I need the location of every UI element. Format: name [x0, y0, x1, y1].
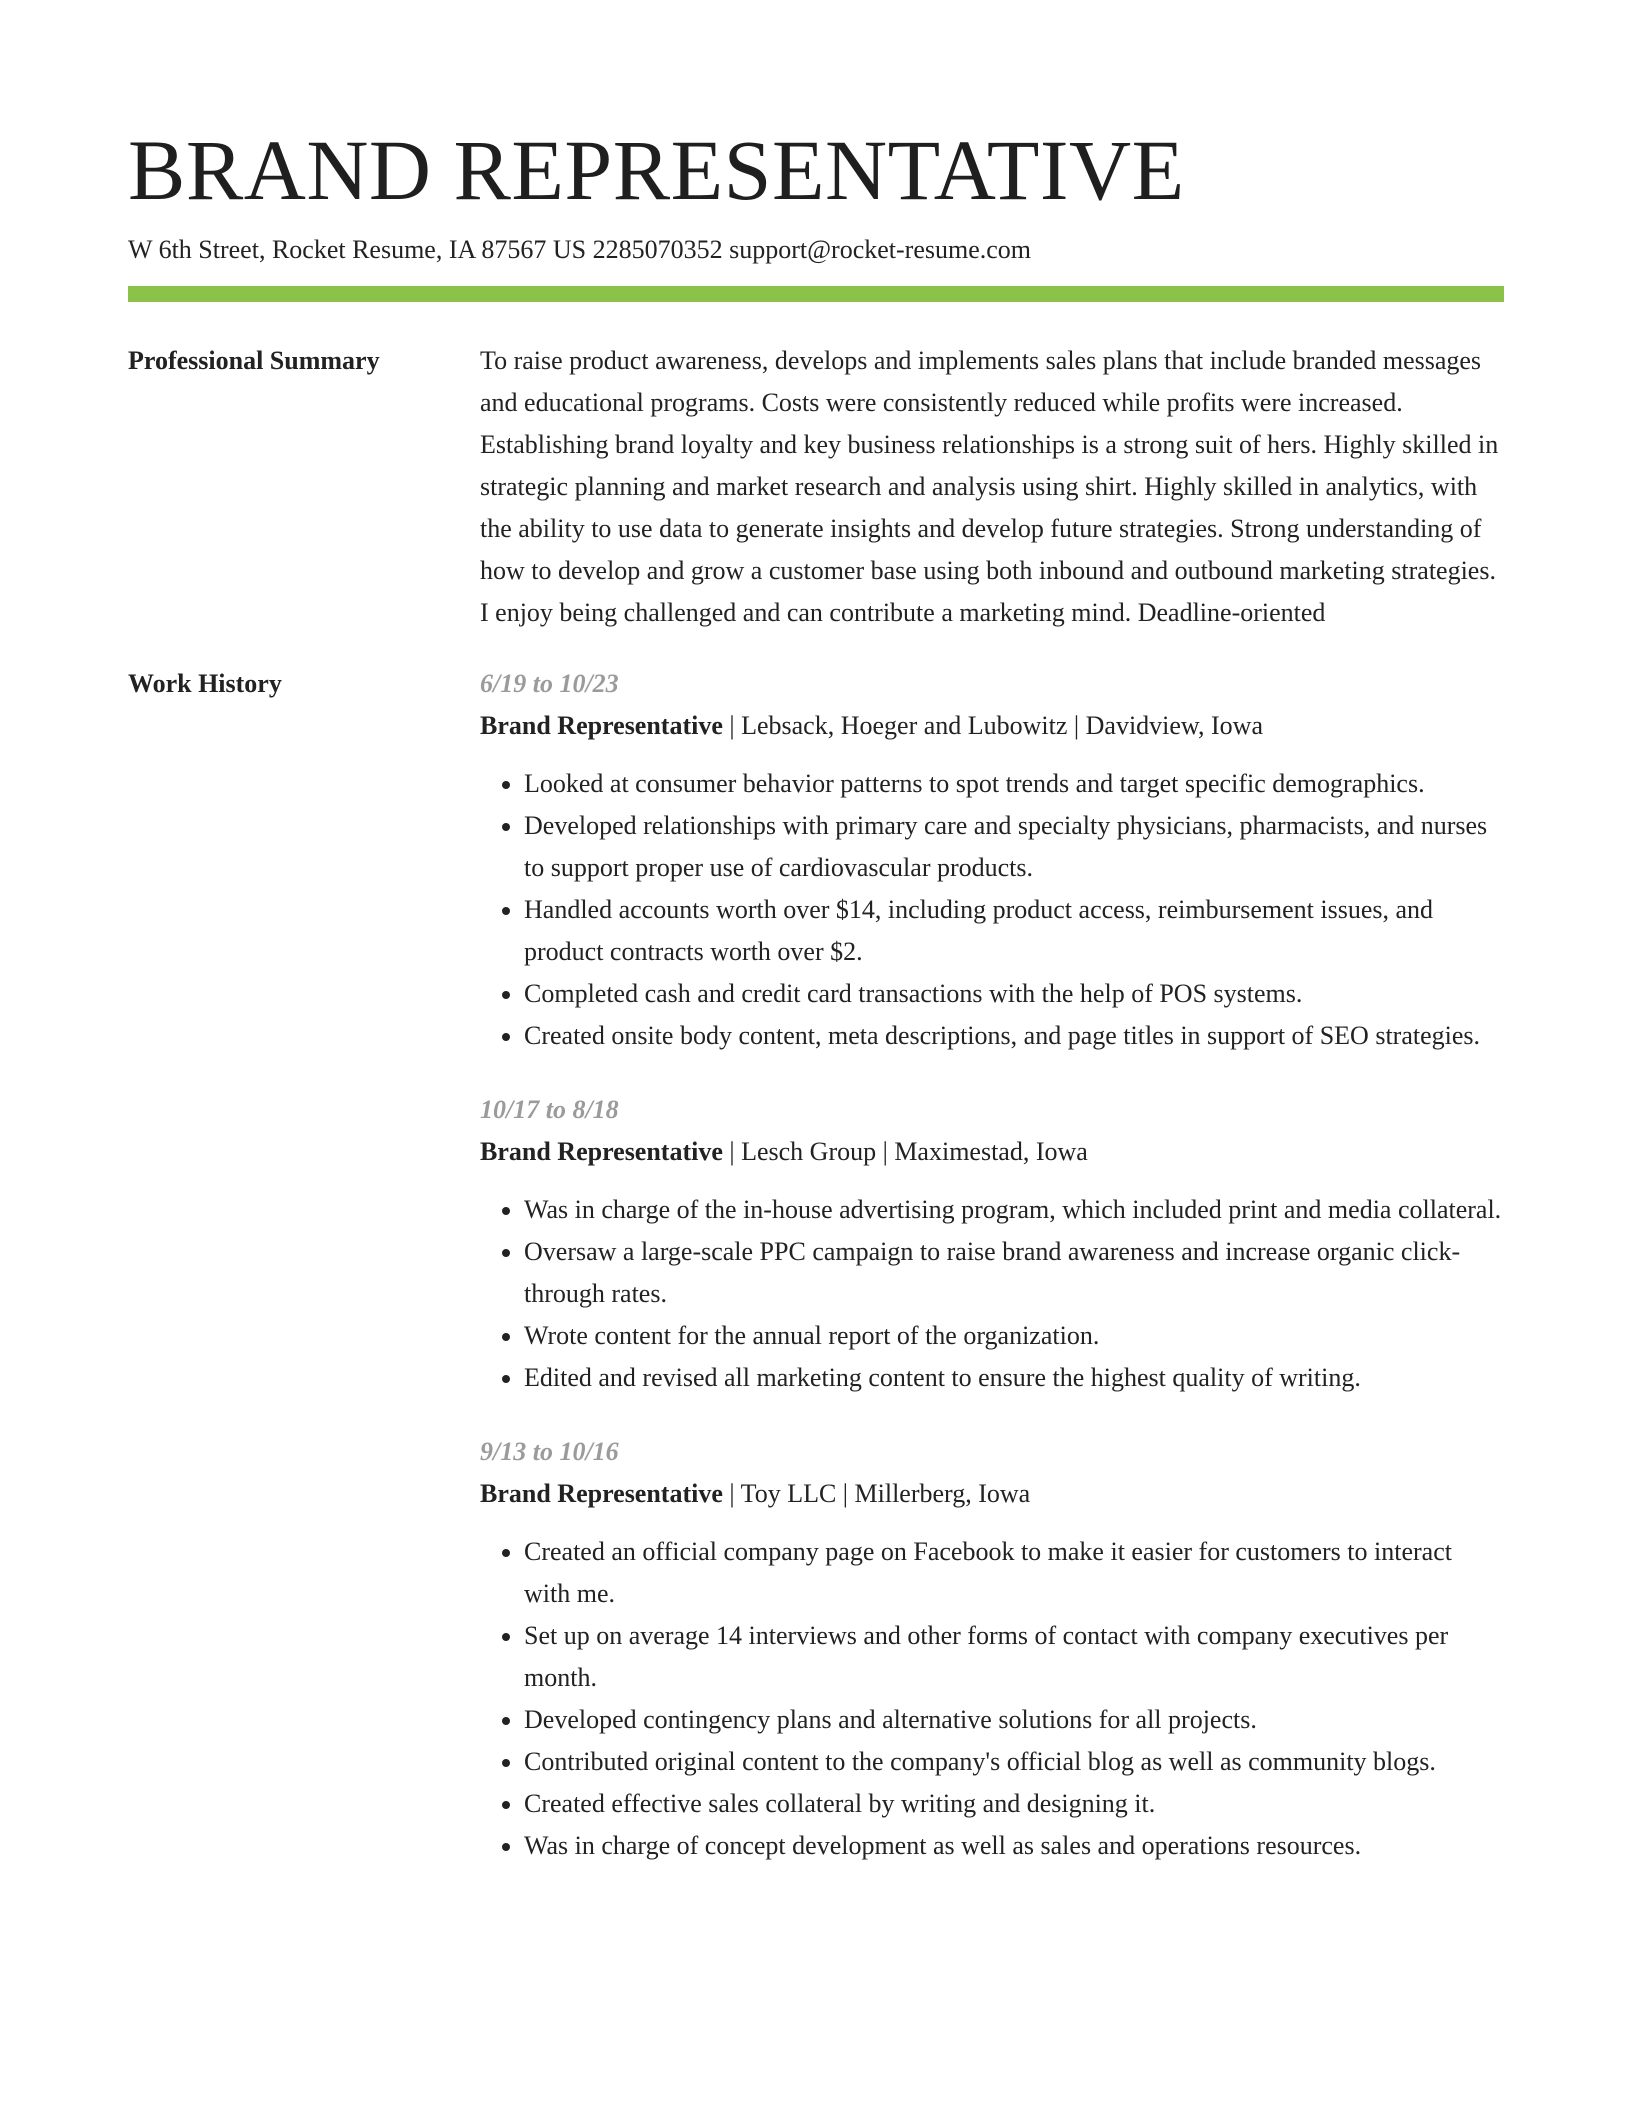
professional-summary-section: [128, 340, 1504, 634]
job-title: Brand Representative: [480, 711, 723, 740]
job-details: | Lesch Group | Maximestad, Iowa: [722, 1137, 1088, 1166]
job-entry: [480, 1089, 1504, 1399]
job-bullet: • Looked at consumer behavior patterns to spot trends and target specific demographics.: [524, 763, 1504, 805]
section-label-work-history: Work History: [128, 669, 282, 698]
work-history-body: [480, 663, 1504, 1867]
job-bullet-list: [480, 1531, 1504, 1867]
job-dates: 9/13 to 10/16: [480, 1437, 619, 1466]
job-bullet: • Edited and revised all marketing content to ensure the highest quality of writing.: [524, 1357, 1504, 1399]
contact-email: support@rocket-resume.com: [729, 235, 1032, 264]
contact-line: [128, 234, 1504, 266]
work-history-section: [128, 663, 1504, 1867]
contact-address: W 6th Street, Rocket Resume, IA 87567 US: [128, 235, 587, 264]
accent-divider: [128, 286, 1504, 302]
job-bullet: • Developed relationships with primary care and specialty physicians, pharmacists, and nurses to support proper use of cardiovascular products.: [524, 805, 1504, 889]
job-bullet: • Wrote content for the annual report of the organization.: [524, 1315, 1504, 1357]
job-dates: 6/19 to 10/23: [480, 669, 619, 698]
job-entry: [480, 1431, 1504, 1867]
job-title-line: [480, 1131, 1504, 1173]
job-bullet: • Was in charge of concept development as well as sales and operations resources.: [524, 1825, 1504, 1867]
job-details: | Lebsack, Hoeger and Lubowitz | Davidview, Iowa: [722, 711, 1263, 740]
job-bullet: • Created effective sales collateral by writing and designing it.: [524, 1783, 1504, 1825]
job-entry: [480, 663, 1504, 1057]
summary-text: To raise product awareness, develops and implements sales plans that include branded messages and educational programs. Costs were consistently reduced while profits were increased. Establishing brand loyalty and key business relationships is a strong suit of hers. Highly skilled in strategic planning and market research and analysis using shirt. Highly skilled in analytics, with the ability to use data to generate insights and develop future strategies. Strong understanding of how to develop and grow a customer base using both inbound and outbound marketing strategies. I enjoy being challenged and can contribute a marketing mind. Deadline-oriented: [480, 346, 1499, 627]
job-title-line: [480, 1473, 1504, 1515]
job-bullet: • Developed contingency plans and alternative solutions for all projects.: [524, 1699, 1504, 1741]
job-bullet: • Handled accounts worth over $14, including product access, reimbursement issues, and product contracts worth over $2.: [524, 889, 1504, 973]
resume-page: [128, 120, 1504, 1867]
job-bullet-list: [480, 763, 1504, 1057]
resume-name: BRAND REPRESENTATIVE: [128, 122, 1185, 218]
summary-body: [480, 340, 1504, 634]
section-label-summary: Professional Summary: [128, 346, 380, 375]
job-bullet: • Completed cash and credit card transactions with the help of POS systems.: [524, 973, 1504, 1015]
job-bullet: • Created an official company page on Facebook to make it easier for customers to interact with me.: [524, 1531, 1504, 1615]
job-title-line: [480, 705, 1504, 747]
contact-phone: 2285070352: [592, 235, 723, 264]
job-bullet: • Oversaw a large-scale PPC campaign to raise brand awareness and increase organic click-through rates.: [524, 1231, 1504, 1315]
job-title: Brand Representative: [480, 1137, 723, 1166]
job-title: Brand Representative: [480, 1479, 723, 1508]
job-dates: 10/17 to 8/18: [480, 1095, 619, 1124]
job-details: | Toy LLC | Millerberg, Iowa: [722, 1479, 1031, 1508]
job-bullet: • Contributed original content to the company's official blog as well as community blogs.: [524, 1741, 1504, 1783]
job-bullet: • Was in charge of the in-house advertising program, which included print and media collateral.: [524, 1189, 1504, 1231]
job-bullet: • Created onsite body content, meta descriptions, and page titles in support of SEO strategies.: [524, 1015, 1504, 1057]
job-bullet: • Set up on average 14 interviews and other forms of contact with company executives per month.: [524, 1615, 1504, 1699]
job-bullet-list: [480, 1189, 1504, 1399]
